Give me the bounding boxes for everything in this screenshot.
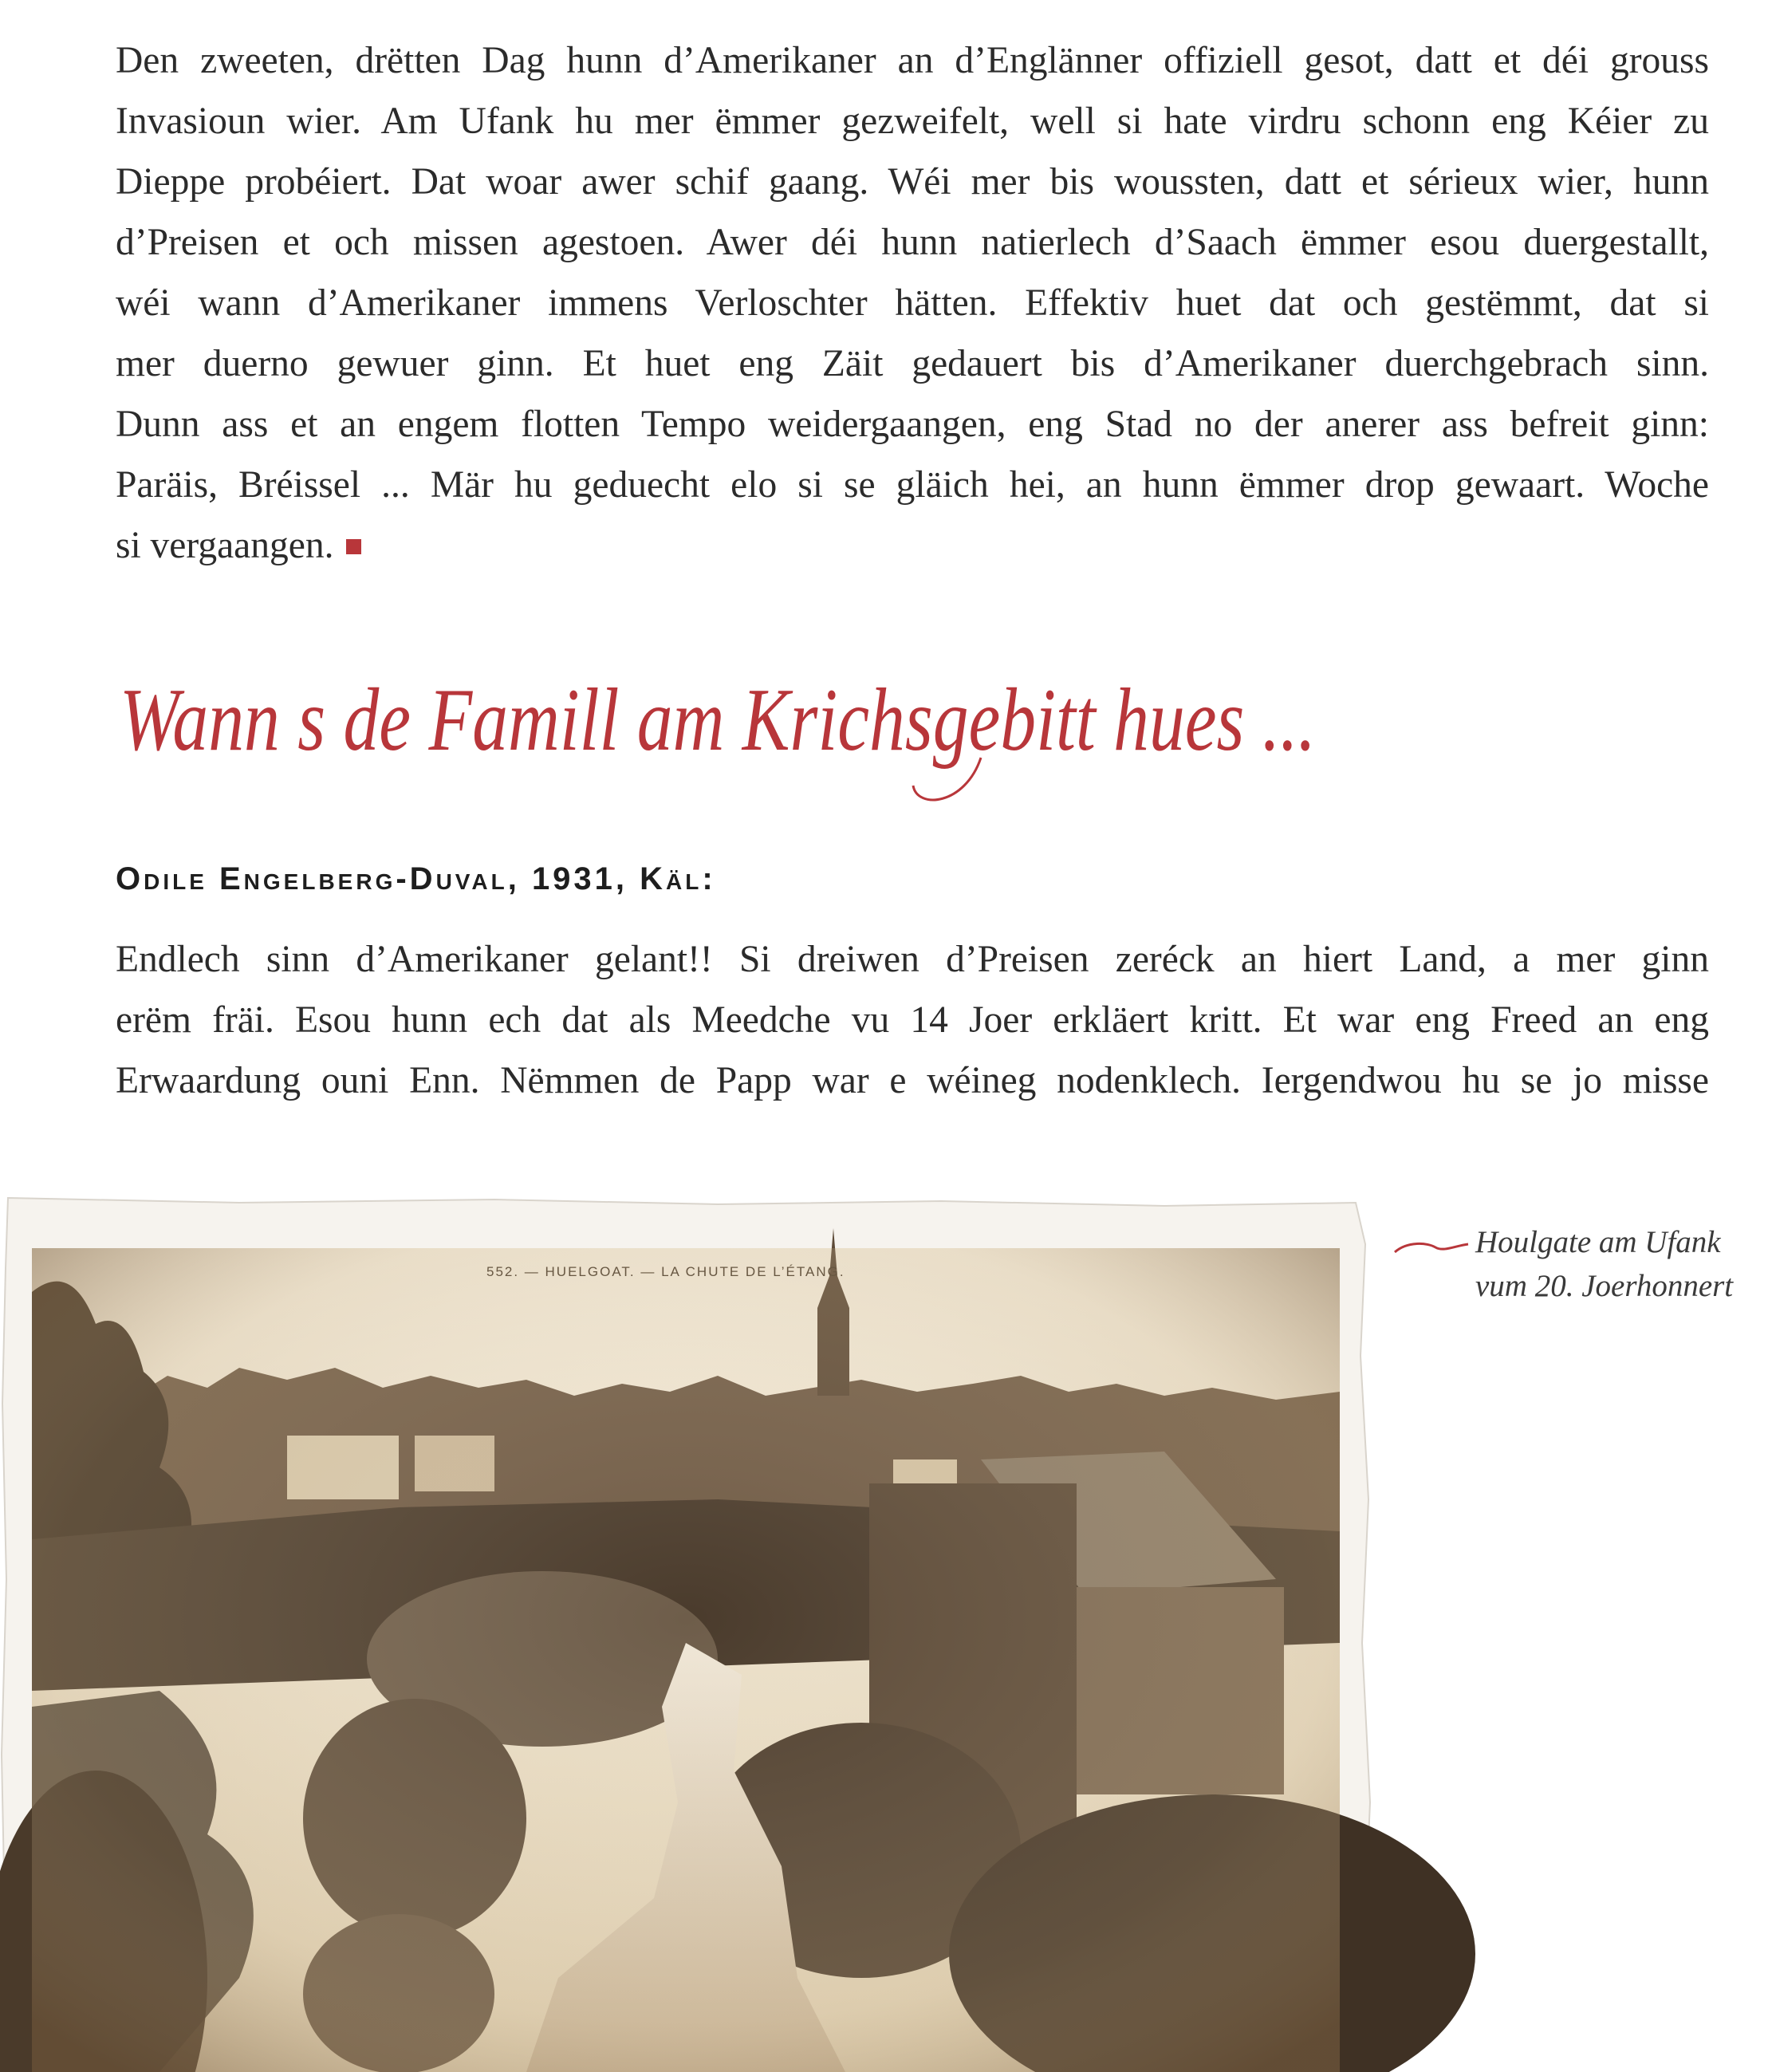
text-line: Dieppe probéiert. Dat woar awer schif gaang. Wéi mer bis woussten, datt et sérieux wier, hunn [116,161,1709,203]
text-line: Erwaardung ouni Enn. Nëmmen de Papp war e wéineg nodenklech. Iergendwou hu se jo misse [116,1060,1709,1101]
text-line-last [116,515,1709,576]
paragraph-1 [116,30,1709,576]
text-line: wéi wann d’Amerikaner immens Verloschter hätten. Effektiv huet dat och gestëmmt, dat si [116,282,1709,324]
caption-swash-icon [1392,1235,1471,1259]
postcard-photo [0,1196,1388,2072]
caption-line: Houlgate am Ufank [1475,1225,1721,1259]
paragraph-2 [116,929,1709,1111]
caption-line: vum 20. Joerhonnert [1475,1269,1734,1303]
text-line: Paräis, Bréissel ... Mär hu geduecht elo si se gläich hei, an hunn ëmmer drop gewaart. Woche [116,464,1709,506]
section-heading-text: Wann s de Famill am Krichsgebitt hues ... [120,671,1316,770]
text-line: mer duerno gewuer ginn. Et huet eng Zäit gedauert bis d’Amerikaner duerchgebrach sinn. [116,343,1709,384]
text-line-content: si vergaangen. [116,525,334,566]
photo-image [0,1228,1475,2072]
text-line: Endlech sinn d’Amerikaner gelant!! Si dreiwen d’Preisen zeréck an hiert Land, a mer ginn [116,939,1709,980]
photo-caption [1392,1220,1766,1308]
text-line: Den zweeten, drëtten Dag hunn d’Amerikaner an d’Englänner offiziell gesot, datt et déi grouss [116,40,1709,81]
text-line: d’Preisen et och missen agestoen. Awer déi hunn natierlech d’Saach ëmmer esou duergestallt, [116,222,1709,263]
text-line: Dunn ass et an engem flotten Tempo weidergaangen, eng Stad no der anerer ass befreit ginn: [116,404,1709,445]
text-line: Invasioun wier. Am Ufank hu mer ëmmer gezweifelt, well si hate virdru schonn eng Kéier zu [116,100,1709,142]
byline: Odile Engelberg-Duval, 1931, Käl: [116,861,716,896]
text-line: erëm fräi. Esou hunn ech dat als Meedche vu 14 Joer erkläert kritt. Et war eng Freed an eng [116,999,1709,1041]
end-of-article-square-icon [346,539,361,554]
section-heading [120,638,1396,821]
